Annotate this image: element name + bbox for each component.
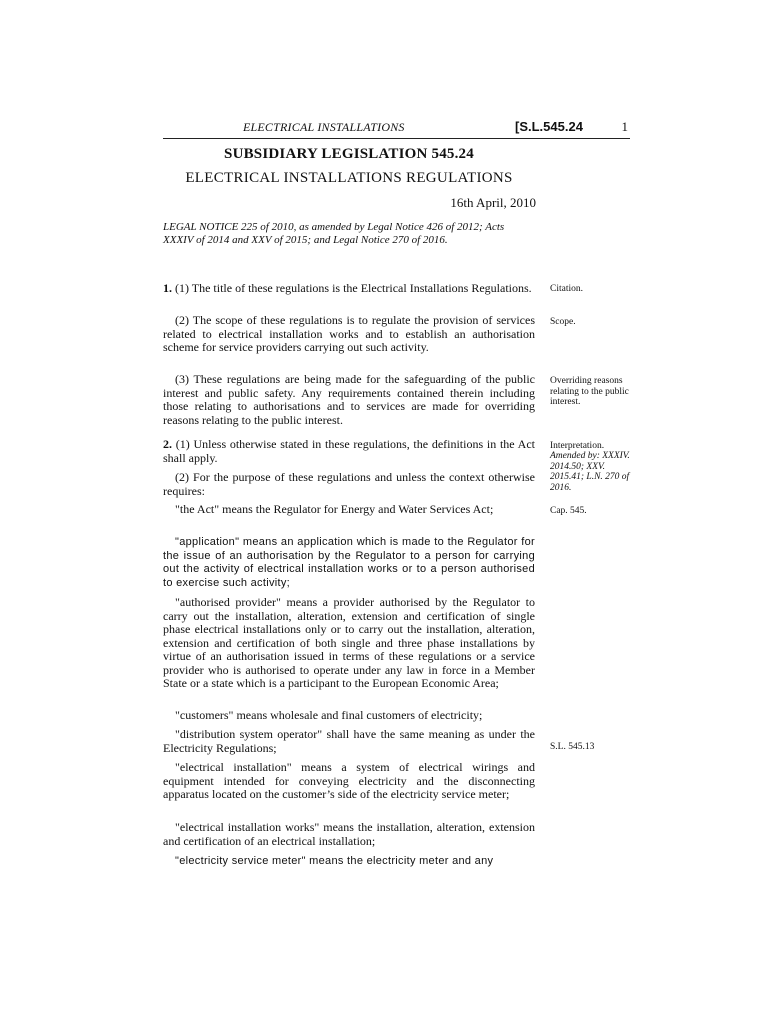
- margin-note-citation: Citation.: [550, 284, 583, 294]
- definition-application: "application" means an application which is made to the Regulator for the issue of an authorisation by the Regulator to a person for carrying out the activity of electrical installation works or to a person authorised to exercise such activity;: [163, 536, 535, 589]
- enactment-date: 16th April, 2010: [450, 195, 536, 210]
- legislation-reference: [S.L.545.24: [515, 119, 583, 134]
- regulation-2-para-2: (2) For the purpose of these regulations and unless the context otherwise requires:: [163, 470, 535, 498]
- definition-electrical-installation-works: "electrical installation works" means the installation, alteration, extension and certification of an electrical installation;: [163, 820, 535, 848]
- legal-notice: LEGAL NOTICE 225 of 2010, as amended by Legal Notice 426 of 2012; Acts XXXIV of 2014 and XXV of 2015; and Legal Notice 270 of 2016.: [163, 221, 505, 246]
- definition-distribution-system-operator: "distribution system operator" shall have the same meaning as under the Electricity Regulations;: [163, 727, 535, 755]
- document-title: SUBSIDIARY LEGISLATION 545.24: [224, 146, 474, 162]
- regulation-2-para-1-text: (1) Unless otherwise stated in these regulations, the definitions in the Act shall apply.: [163, 437, 535, 465]
- document-subtitle: ELECTRICAL INSTALLATIONS REGULATIONS: [185, 170, 513, 186]
- definition-authorised-provider: "authorised provider" means a provider authorised by the Regulator to carry out the installation, alteration, extension and certification of single phase electrical installations only or to carry out the installation, alteration, extension and certification of both single and three phase installations by virtue of an authorisation issued in terms of these regulations or a service provider who is authorised to operate under any law in force in a Member State or a state which is a participant to the European Economic Area;: [163, 595, 535, 690]
- running-header: [163, 118, 630, 139]
- regulation-1-para-2: (2) The scope of these regulations is to regulate the provision of services related to electrical installation works and to establish an authorisation scheme for service providers carrying out such activity.: [163, 313, 535, 354]
- margin-note-interpretation: Interpretation.: [550, 441, 605, 451]
- margin-note-overriding-reasons: Overriding reasons relating to the public interest.: [550, 376, 629, 407]
- margin-note-sl-reference: S.L. 545.13: [550, 742, 595, 752]
- definition-act: "the Act" means the Regulator for Energy and Water Services Act;: [175, 502, 494, 516]
- regulation-1-number: 1.: [163, 281, 172, 295]
- margin-note-scope: Scope.: [550, 317, 576, 327]
- page-number: 1: [621, 119, 628, 134]
- regulation-1-para-1: [163, 282, 535, 296]
- definition-electricity-service-meter: "electricity service meter" means the electricity meter and any: [175, 855, 494, 867]
- regulation-2-number: 2.: [163, 437, 172, 451]
- definition-electrical-installation: "electrical installation" means a system of electrical wirings and equipment intended for conveying electricity and the disconnecting apparatus located on the customer’s side of the electricity service meter;: [163, 760, 535, 801]
- running-title: ELECTRICAL INSTALLATIONS: [243, 120, 405, 134]
- margin-note-amended-by: Amended by: XXXIV. 2014.50; XXV. 2015.41; L.N. 270 of 2016.: [550, 451, 630, 493]
- definition-customers: "customers" means wholesale and final customers of electricity;: [175, 708, 483, 722]
- regulation-1-para-3: (3) These regulations are being made for the safeguarding of the public interest and public safety. Any requirements contained therein including those relating to authorisations and to services are made for overriding reasons relating to the public interest.: [163, 372, 535, 427]
- regulation-1-para-1-text: (1) The title of these regulations is the Electrical Installations Regulations.: [172, 281, 532, 295]
- regulation-2-para-1: [163, 438, 535, 465]
- margin-note-cap: Cap. 545.: [550, 506, 587, 516]
